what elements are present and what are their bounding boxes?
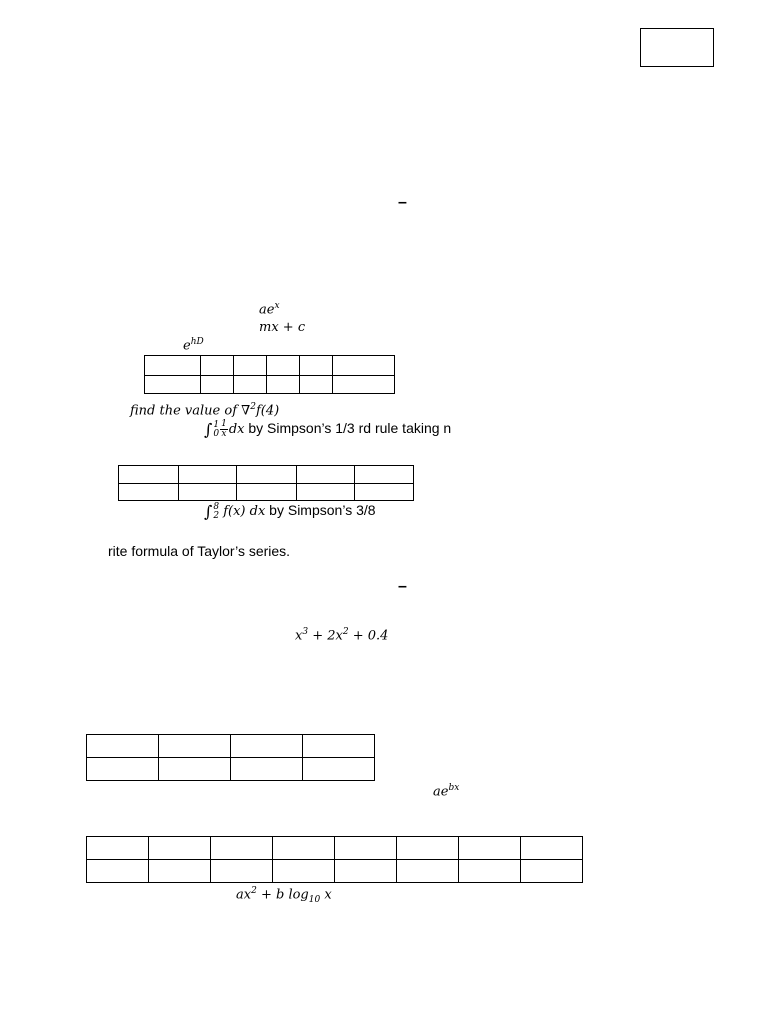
- table-row: [87, 860, 583, 883]
- table-row: [145, 356, 395, 376]
- table-4: [86, 836, 583, 883]
- find-value-text: find the value of ∇$^2$f(4): [130, 402, 280, 419]
- taylor-text: rite formula of Taylor’s series.: [108, 543, 291, 559]
- expr-mx-c: mx + c: [259, 320, 306, 335]
- table-row: [87, 735, 375, 758]
- integral-sign: ∫: [204, 420, 213, 439]
- integral-simpson-38: ∫ 8 2 f(x) dx by Simpson’s 3/8: [204, 501, 376, 521]
- integral-sign: ∫: [204, 502, 213, 521]
- table-row: [119, 466, 414, 484]
- table-1: [144, 355, 395, 394]
- table-3: [86, 734, 375, 781]
- table-row: [87, 758, 375, 781]
- integral-simpson-13: ∫ 1 0 $\frac{1}{x}$ dx by Simpson’s 1/3 rd rule taking n: [204, 419, 452, 439]
- expr-e-hD: $e^{hD}$: [183, 337, 204, 354]
- table-2: [118, 465, 414, 501]
- section-dash-2: –: [398, 578, 407, 595]
- expr-ax2-blog: $ax^2 + b$ $\log_{10} x$: [236, 886, 332, 905]
- table-row: [87, 837, 583, 860]
- table-row: [119, 484, 414, 501]
- expr-polynomial: $x^3 + 2x^2 + 0.4$: [295, 627, 389, 644]
- section-dash-1: –: [398, 194, 407, 211]
- expr-ae-x: $ae^x$: [259, 301, 280, 318]
- marks-box: [640, 28, 714, 67]
- table-row: [145, 376, 395, 394]
- expr-ae-bx: $ae^{bx}$: [433, 783, 460, 800]
